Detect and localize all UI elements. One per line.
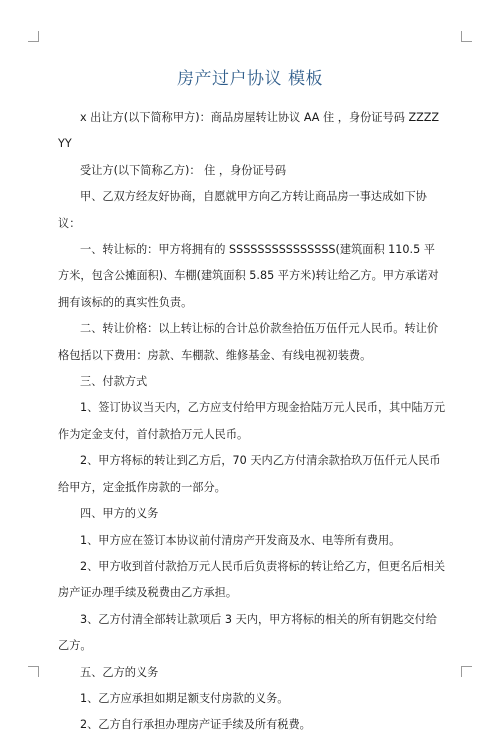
paragraph-seller-duty-2: 2、甲方收到首付款拾万元人民币后负责将标的转让给乙方，但更名后相关房产证办理手续及税费由乙方承担。 (58, 559, 446, 600)
section-heading-buyer-duties: 五、乙方的义务 (80, 665, 159, 679)
paragraph-price: 二、转让价格：以上转让标的合计总价款叁拾伍万伍仟元人民币。转让价格包括以下费用：房款、车棚款、维修基金、有线电视初装费。 (58, 322, 439, 362)
paragraph-seller-duty-1: 1、甲方应在签订本协议前付清房产开发商及水、电等所有费用。 (80, 533, 401, 547)
crop-mark-top-right (461, 31, 472, 42)
paragraph-buyer-duty-2: 2、乙方自行承担办理房产证手续及所有税费。 (80, 718, 311, 732)
document-body (58, 105, 446, 739)
crop-mark-bottom-right (461, 666, 472, 677)
paragraph-seller-duty-3: 3、乙方付清全部转让款项后 3 天内，甲方将标的相关的所有钥匙交付给乙方。 (58, 612, 437, 653)
paragraph-seller: x 出让方(以下简称甲方)：商品房屋转让协议 AA 住 ，身份证号码 ZZZZ YY (58, 111, 440, 151)
paragraph-payment-1: 1、签订协议当天内，乙方应支付给甲方现金拾陆万元人民币，其中陆万元作为定金支付，首付款拾万元人民币。 (58, 401, 446, 441)
section-heading-seller-duties: 四、甲方的义务 (80, 507, 159, 521)
section-heading-payment: 三、付款方式 (80, 375, 148, 389)
crop-mark-top-left (28, 31, 39, 42)
crop-mark-bottom-left (28, 666, 39, 677)
paragraph-subject: 一、转让标的：甲方将拥有的 SSSSSSSSSSSSSSS(建筑面积 110.5 平方米，包含公摊面积)、车棚(建筑面积 5.85 平方米)转让给乙方。甲方承诺对拥有该标的的真实性负责。 (58, 243, 439, 309)
paragraph-intro: 甲、乙双方经友好协商，自愿就甲方向乙方转让商品房一事达成如下协议： (58, 190, 427, 230)
paragraph-buyer: 受让方(以下简称乙方)： 住 ，身份证号码 (80, 163, 287, 177)
document-title: 房产过户协议 模板 (177, 69, 323, 89)
paragraph-buyer-duty-1: 1、乙方应承担如期足额支付房款的义务。 (80, 691, 289, 705)
paragraph-payment-2: 2、甲方将标的转让到乙方后，70 天内乙方付清余款拾玖万伍仟元人民币给甲方，定金抵作房款的一部分。 (58, 454, 441, 494)
